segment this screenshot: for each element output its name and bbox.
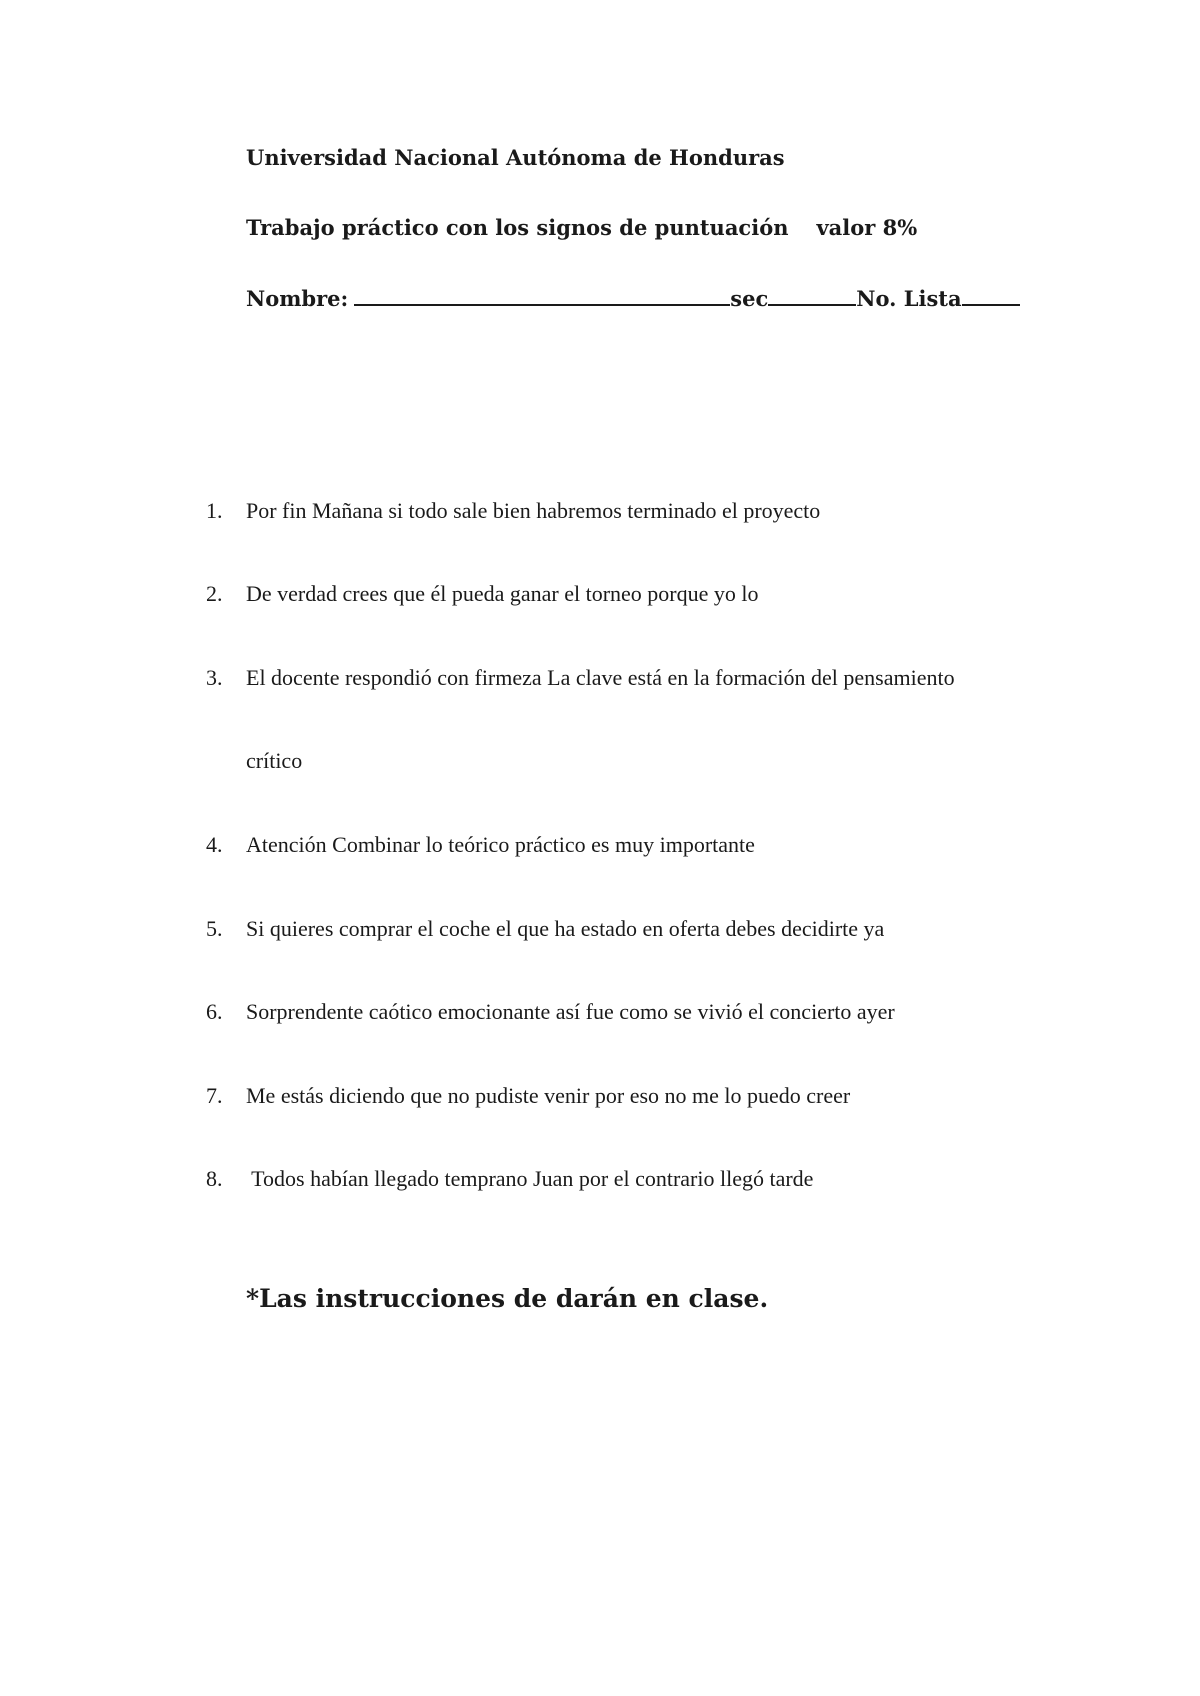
- item-number: 1.: [206, 498, 223, 523]
- assignment-title: Trabajo práctico con los signos de puntuación: [246, 215, 789, 240]
- item-text: Si quieres comprar el coche el que ha estado en oferta debes decidirte ya: [246, 916, 885, 941]
- instructions-note: *Las instrucciones de darán en clase.: [246, 1284, 769, 1313]
- item-text: Por fin Mañana si todo sale bien habremos terminado el proyecto: [246, 498, 821, 523]
- assignment-title-line: [246, 216, 917, 240]
- item-text: Todos habían llegado temprano Juan por el contrario llegó tarde: [246, 1166, 814, 1191]
- item-number: 2.: [206, 581, 223, 606]
- assignment-value: valor 8%: [816, 215, 918, 240]
- item-number: 6.: [206, 999, 223, 1024]
- item-text: De verdad crees que él pueda ganar el torneo porque yo lo: [246, 581, 759, 606]
- item-number: 4.: [206, 832, 223, 857]
- list-number-blank: [962, 286, 1020, 306]
- item-number: 7.: [206, 1083, 223, 1108]
- name-label: Nombre:: [246, 286, 349, 311]
- institution-title: Universidad Nacional Autónoma de Honduras: [246, 145, 785, 170]
- item-text-continuation: crítico: [246, 748, 303, 773]
- item-text: El docente respondió con firmeza La clave está en la formación del pensamiento: [246, 665, 955, 690]
- section-blank: [768, 286, 856, 306]
- item-text: Atención Combinar lo teórico práctico es muy importante: [246, 832, 755, 857]
- name-blank: [354, 286, 730, 306]
- item-number: 3.: [206, 665, 223, 690]
- list-number-label: No. Lista: [856, 286, 962, 311]
- item-text: Sorprendente caótico emocionante así fue como se vivió el concierto ayer: [246, 999, 895, 1024]
- item-number: 5.: [206, 916, 223, 941]
- student-info-line: [246, 286, 1020, 311]
- section-label: sec: [730, 286, 769, 311]
- item-text: Me estás diciendo que no pudiste venir por eso no me lo puedo creer: [246, 1083, 851, 1108]
- item-number: 8.: [206, 1166, 223, 1191]
